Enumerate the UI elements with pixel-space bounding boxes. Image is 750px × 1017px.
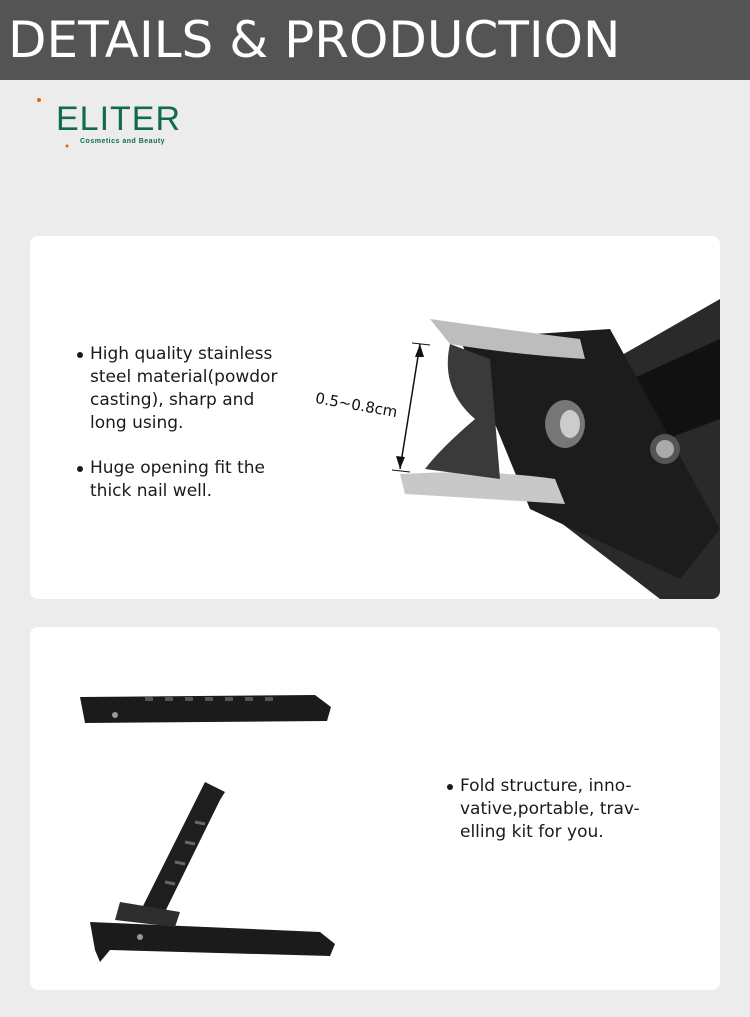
unfolded-clipper-image [80,772,360,972]
feature-bullet: Huge opening fit the thick nail well. [75,457,285,503]
header-banner [0,0,750,80]
feature-list [445,775,665,844]
logo-tagline: Cosmetics and Beauty [80,138,166,145]
feature-bullet: High quality stainless steel material(powdor casting), sharp and long using. [75,343,285,435]
feature-list [75,343,285,503]
brand-logo [16,94,186,154]
clipper-closeup-image [380,299,720,599]
feature-bullet: Fold structure, inno-vative,portable, trav-elling kit for you. [445,775,665,844]
logo-wordmark: ELITER [56,100,182,138]
folded-clipper-image [75,687,355,777]
feature-card-blade [30,236,720,599]
opening-measurement-label: 0.5~0.8cm [313,389,399,422]
page-title: DETAILS & PRODUCTION [8,11,621,69]
feature-card-fold [30,627,720,990]
